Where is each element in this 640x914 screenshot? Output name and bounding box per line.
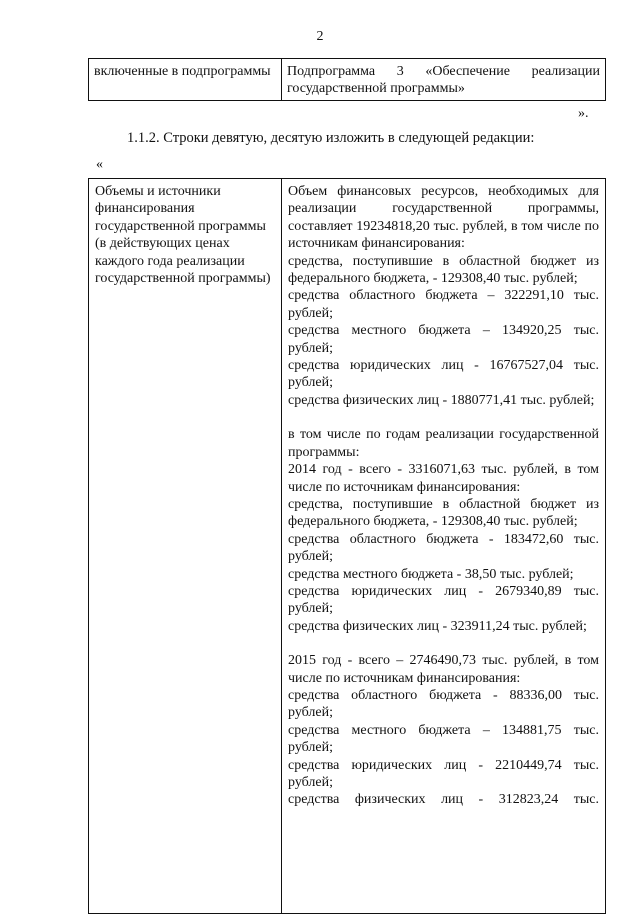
table-top — [88, 58, 606, 101]
funding-line: средства областного бюджета - 183472,60 тыс. рублей; — [288, 531, 599, 565]
funding-line: средства физических лиц - 312823,24 тыс. — [288, 792, 599, 808]
table-row — [89, 179, 606, 914]
funding-line: средства юридических лиц - 2679340,89 тыс. рублей; — [288, 583, 599, 617]
section-heading: 1.1.2. Строки девятую, десятую изложить в следующей редакции: — [127, 130, 535, 146]
closing-quote: ». — [578, 106, 589, 121]
table-top-left-cell: включенные в подпрограммы — [89, 59, 282, 101]
funding-line: средства местного бюджета – 134920,25 тыс. рублей; — [288, 323, 599, 356]
funding-total-text: Объем финансовых ресурсов, необходимых для реализации государственной программы, составляет 19234818,20 тыс. рублей, в том числе по источникам финансирования: — [288, 184, 599, 252]
table-main — [88, 178, 606, 914]
funding-line: средства физических лиц - 1880771,41 тыс. рублей; — [288, 392, 595, 408]
funding-line: средства областного бюджета - 88336,00 тыс. рублей; — [288, 687, 599, 721]
funding-line: средства физических лиц - 323911,24 тыс. рублей; — [288, 618, 587, 634]
funding-line: средства, поступившие в областной бюджет из федерального бюджета, - 129308,40 тыс. рублей; — [288, 496, 599, 530]
opening-quote: « — [96, 157, 103, 172]
funding-line: средства, поступившие в областной бюджет из федерального бюджета, - 129308,40 тыс. рублей; — [288, 253, 599, 287]
year-2014-total: 2014 год - всего - 3316071,63 тыс. рублей, в том числе по источникам финансирования: — [288, 462, 599, 495]
table-main-right-cell — [282, 179, 606, 914]
funding-line: средства юридических лиц - 16767527,04 тыс. рублей; — [288, 358, 599, 391]
year-2015-total: 2015 год - всего – 2746490,73 тыс. рублей, в том числе по источникам финансирования: — [288, 653, 599, 686]
funding-line: средства областного бюджета – 322291,10 тыс. рублей; — [288, 288, 599, 321]
table-row — [89, 59, 606, 101]
funding-line: средства местного бюджета - 38,50 тыс. рублей; — [288, 566, 574, 582]
funding-by-years-text: в том числе по годам реализации государственной программы: — [288, 427, 599, 460]
table-main-left-cell: Объемы и источники финансирования государственной программы (в действующих ценах каждого года реализации государственной программы) — [89, 179, 282, 914]
table-top-right-cell: Подпрограмма 3 «Обеспечение реализации государственной программы» — [282, 59, 606, 101]
page-number: 2 — [316, 29, 324, 44]
funding-line: средства юридических лиц - 2210449,74 тыс. рублей; — [288, 757, 599, 790]
funding-line: средства местного бюджета – 134881,75 тыс. рублей; — [288, 722, 599, 756]
